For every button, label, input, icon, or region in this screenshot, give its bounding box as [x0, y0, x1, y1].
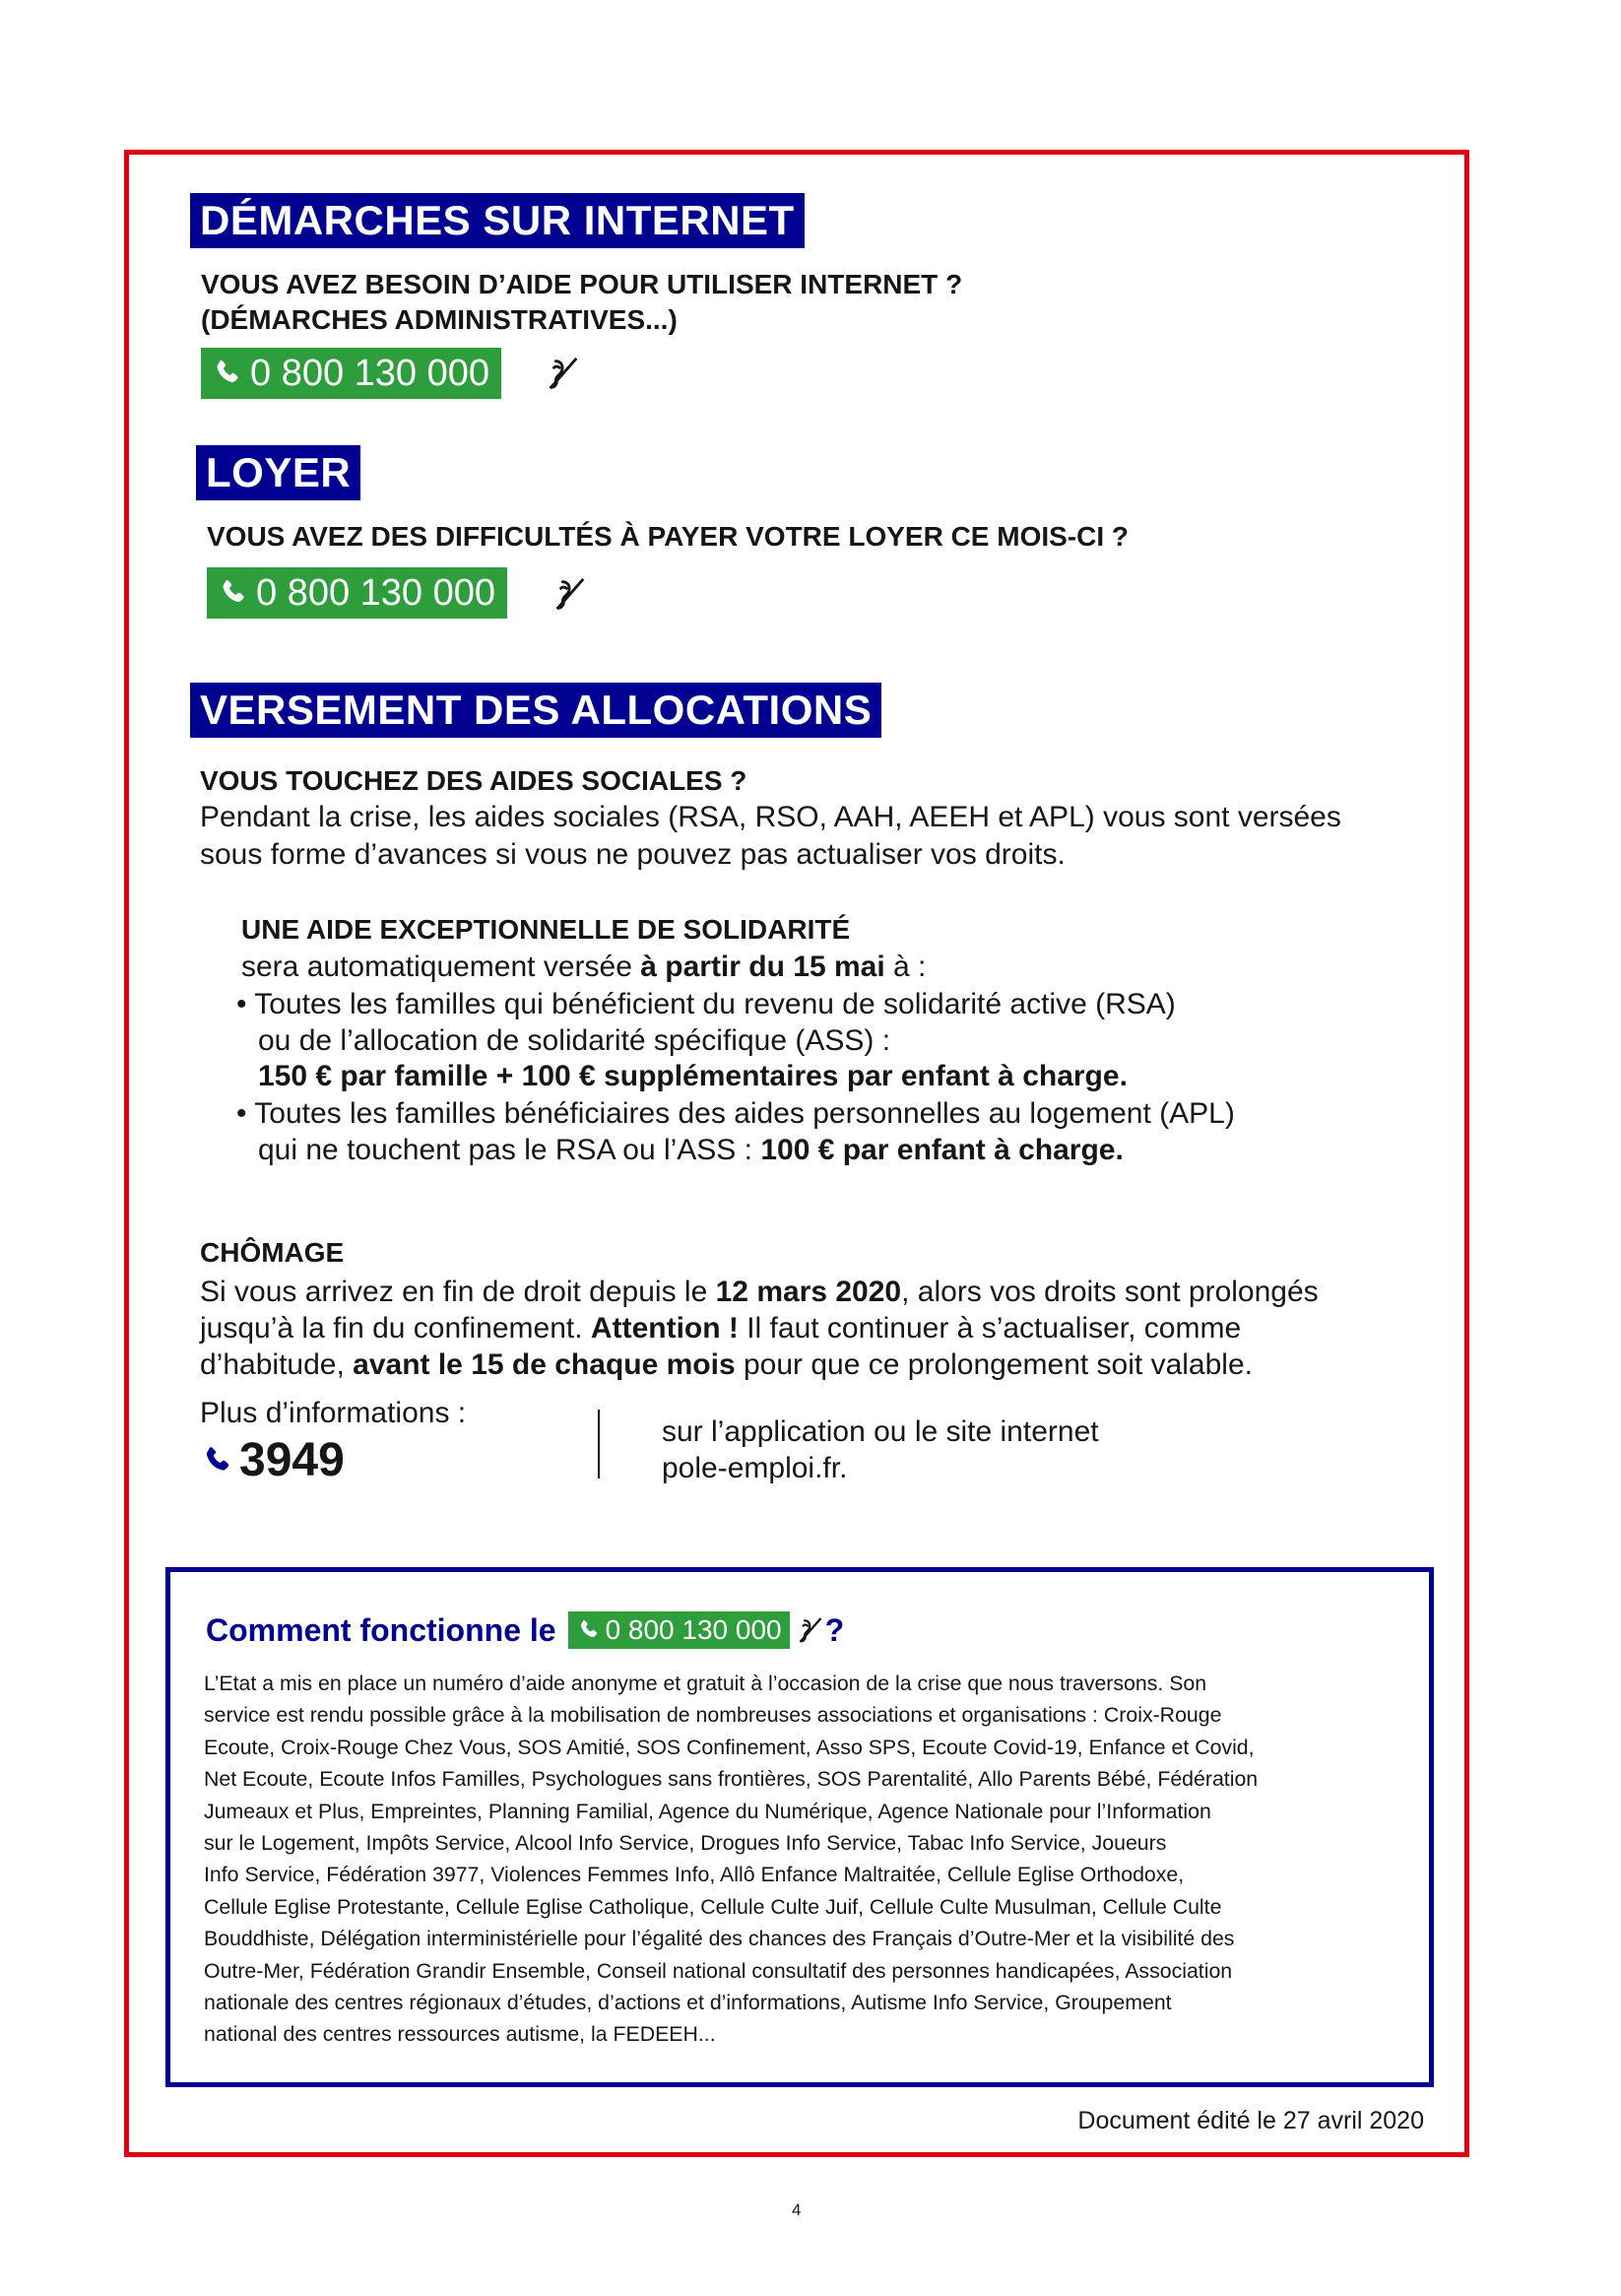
loyer-question: VOUS AVEZ DES DIFFICULTÉS À PAYER VOTRE LOYER CE MOIS-CI ? — [207, 521, 1130, 552]
internet-phone-badge[interactable] — [201, 348, 501, 399]
allocations-question: VOUS TOUCHEZ DES AIDES SOCIALES ? — [200, 765, 747, 796]
bullet2-line1: • Toutes les familles bénéficiaires des aides personnelles au logement (APL) — [236, 1097, 1235, 1130]
section-title-allocations: VERSEMENT DES ALLOCATIONS — [190, 683, 881, 738]
info-line: Info Service, Fédération 3977, Violences Femmes Info, Allô Enfance Maltraitée, Cellule Eglise Orthodoxe, — [204, 1863, 1185, 1887]
chomage-phone-number: 3949 — [239, 1434, 345, 1486]
section-title-internet: DÉMARCHES SUR INTERNET — [190, 193, 805, 248]
bullet1-line1: • Toutes les familles qui bénéficient du revenu de solidarité active (RSA) — [236, 988, 1176, 1020]
hearing-impaired-icon — [796, 1614, 825, 1646]
info-line: sur le Logement, Impôts Service, Alcool Info Service, Drogues Info Service, Tabac Info Service, Joueurs — [204, 1830, 1167, 1855]
internet-question-line1: VOUS AVEZ BESOIN D’AIDE POUR UTILISER INTERNET ? — [201, 269, 963, 299]
hearing-impaired-icon — [551, 574, 589, 614]
edited-date: Document édité le 27 avril 2020 — [1077, 2107, 1424, 2134]
internet-phone-number: 0 800 130 000 — [250, 353, 490, 394]
phone-icon — [200, 1443, 235, 1478]
info-line: L’Etat a mis en place un numéro d’aide anonyme et gratuit à l’occasion de la crise que nous traversons. Son — [204, 1672, 1207, 1695]
info-box-title — [206, 1611, 844, 1649]
phone-icon — [576, 1617, 602, 1643]
info-line: Cellule Eglise Protestante, Cellule Eglise Catholique, Cellule Culte Juif, Cellule Culte Musulman, Cellule Culte — [204, 1894, 1222, 1919]
info-box-text — [204, 1668, 1405, 2051]
info-box-phone-badge[interactable] — [568, 1611, 790, 1649]
info-line: Outre-Mer, Fédération Grandir Ensemble, Conseil national consultatif des personnes handicapées, Association — [204, 1958, 1233, 1983]
solidarity-aid-title: UNE AIDE EXCEPTIONNELLE DE SOLIDARITÉ — [241, 914, 851, 945]
page-number: 4 — [792, 2200, 802, 2219]
app-line1: sur l’application ou le site internet — [662, 1415, 1099, 1448]
info-line: nationale des centres régionaux d’études, d’actions et d’informations, Autisme Info Service, Groupement — [204, 1990, 1172, 2014]
bullet1-line2: ou de l’allocation de solidarité spécifique (ASS) : — [258, 1024, 891, 1057]
section-title-loyer: LOYER — [196, 445, 360, 500]
bullet2-line2: qui ne touchent pas le RSA ou l’ASS : 100 € par enfant à charge. — [258, 1134, 1124, 1166]
info-box — [165, 1567, 1434, 2087]
chomage-line2: jusqu’à la fin du confinement. Attention ! Il faut continuer à s’actualiser, comme — [200, 1312, 1242, 1345]
info-line: Bouddhiste, Délégation interministérielle pour l’égalité des chances des Français d’Outre-Mer et la visibilité des — [204, 1927, 1235, 1951]
loyer-phone-number: 0 800 130 000 — [256, 572, 496, 614]
chomage-line3: d’habitude, avant le 15 de chaque mois pour que ce prolongement soit valable. — [200, 1348, 1253, 1381]
loyer-phone-badge[interactable] — [207, 567, 507, 619]
app-line2[interactable]: pole-emploi.fr. — [662, 1452, 848, 1484]
allocations-paragraph-line2: sous forme d’avances si vous ne pouvez pas actualiser vos droits. — [200, 838, 1066, 871]
info-line: service est rendu possible grâce à la mobilisation de nombreuses associations et organisations : Croix-Rouge — [204, 1703, 1222, 1728]
info-box-title-question-mark: ? — [824, 1611, 845, 1648]
chomage-title: CHÔMAGE — [200, 1237, 345, 1268]
vertical-divider — [598, 1410, 600, 1478]
internet-question-line2: (DÉMARCHES ADMINISTRATIVES...) — [201, 304, 678, 335]
info-line: Ecoute, Croix-Rouge Chez Vous, SOS Amitié, SOS Confinement, Asso SPS, Ecoute Covid-19, Enfance et Covid, — [204, 1735, 1255, 1759]
hearing-impaired-icon — [545, 354, 582, 393]
info-line: Net Ecoute, Ecoute Infos Familles, Psychologues sans frontières, SOS Parentalité, Allo Parents Bébé, Fédération — [204, 1767, 1259, 1792]
phone-icon — [217, 576, 250, 610]
info-line: national des centres ressources autisme, la FEDEEH... — [204, 2022, 716, 2047]
info-line: Jumeaux et Plus, Empreintes, Planning Familial, Agence du Numérique, Agence Nationale pour l’Information — [204, 1799, 1211, 1823]
chomage-line1: Si vous arrivez en fin de droit depuis le 12 mars 2020, alors vos droits sont prolongés — [200, 1276, 1319, 1308]
allocations-paragraph-line1: Pendant la crise, les aides sociales (RSA, RSO, AAH, AEEH et APL) vous sont versées — [200, 801, 1341, 833]
chomage-phone[interactable] — [200, 1434, 345, 1487]
bullet1-line3: 150 € par famille + 100 € supplémentaires par enfant à charge. — [258, 1060, 1128, 1092]
solidarity-aid-line1: sera automatiquement versée à partir du 15 mai à : — [241, 951, 927, 983]
more-info-label: Plus d’informations : — [200, 1397, 467, 1429]
info-box-title-text: Comment fonctionne le — [206, 1611, 556, 1648]
info-box-phone-number: 0 800 130 000 — [605, 1614, 782, 1645]
phone-icon — [211, 357, 244, 390]
